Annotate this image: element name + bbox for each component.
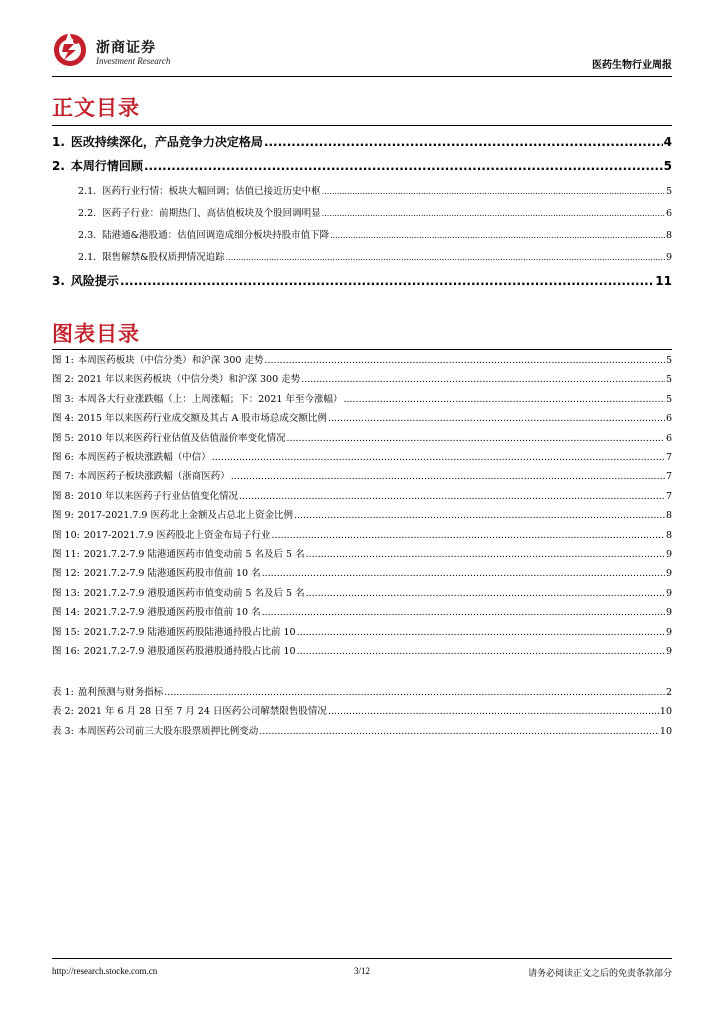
toc-entry-text: 医药行业行情：板块大幅回调；估值已接近历史中枢	[102, 186, 321, 197]
figure-entry-page: 7	[665, 490, 672, 502]
toc-entry[interactable]	[52, 249, 672, 263]
figure-entry-page: 5	[665, 355, 672, 366]
figures-rule	[52, 349, 672, 350]
table-entry[interactable]	[52, 684, 672, 698]
figure-entry[interactable]	[52, 371, 672, 385]
toc-entry-page: 5	[665, 186, 672, 197]
toc-entry-page: 8	[665, 230, 672, 241]
figure-entry-num: 图 6:	[52, 452, 74, 463]
leader-dots	[328, 706, 659, 717]
leader-dots	[322, 186, 665, 197]
figure-entry-page: 8	[665, 529, 672, 541]
figure-entry[interactable]	[52, 527, 672, 541]
toc-entry-num: 2.1.	[78, 186, 97, 197]
toc-entry-page: 4	[663, 135, 672, 149]
figure-entry-num: 图 9:	[52, 510, 74, 522]
figure-entry-num: 图 12:	[52, 568, 80, 580]
figure-entry[interactable]	[52, 468, 672, 482]
table-entry-text: 本周医药公司前三大股东股票质押比例变动	[77, 725, 259, 737]
toc-entry[interactable]	[52, 183, 672, 197]
page-header	[52, 28, 672, 77]
toc-entry-text: 风险提示	[70, 274, 119, 288]
page-footer	[52, 958, 672, 981]
figure-entry-page: 6	[665, 413, 672, 425]
leader-dots	[286, 433, 664, 444]
figure-entry[interactable]	[52, 430, 672, 444]
toc-entry-num: 1.	[52, 135, 65, 149]
table-list	[52, 684, 672, 744]
figure-entry[interactable]	[52, 604, 672, 618]
figure-entry-page: 5	[665, 374, 672, 386]
figure-entry-num: 图 14:	[52, 607, 80, 619]
leader-dots	[306, 549, 665, 560]
figure-entry-page: 9	[665, 568, 672, 580]
figure-entry-num: 图 5:	[52, 432, 74, 444]
figure-entry-num: 图 13:	[52, 587, 80, 599]
figure-entry-text: 本周医药板块（中信分类）和沪深 300 走势	[77, 355, 264, 366]
figure-entry-text: 本周医药子板块涨跌幅（浙商医药）	[77, 471, 230, 483]
figure-entry-num: 图 16:	[52, 646, 80, 657]
figure-entry-page: 9	[665, 607, 672, 619]
toc-entry-text: 本周行情回顾	[70, 159, 143, 173]
figure-entry-text: 2021.7.2-7.9 陆港通医药股陆港通持股占比前 10	[83, 626, 296, 638]
figure-entry-text: 本周医药子板块涨跌幅（中信）	[77, 452, 211, 463]
logo-text-en: Investment Research	[96, 56, 171, 66]
leader-dots	[294, 510, 665, 521]
leader-dots	[226, 252, 665, 263]
figure-entry-num: 图 4:	[52, 413, 74, 425]
table-entry-text: 盈利预测与财务指标	[77, 687, 164, 698]
figure-entry-num: 图 10:	[52, 529, 80, 541]
leader-dots	[259, 726, 659, 737]
leader-dots	[264, 135, 663, 149]
figure-entry-page: 9	[665, 549, 672, 560]
table-entry-page: 10	[659, 706, 672, 718]
figure-entry-page: 9	[665, 626, 672, 638]
toc-entry-num: 2.1.	[78, 252, 97, 263]
figure-entry-text: 2015 年以来医药行业成交额及其占 A 股市场总成交额比例	[77, 413, 327, 425]
leader-dots	[330, 230, 665, 241]
leader-dots	[212, 452, 665, 463]
figure-entry[interactable]	[52, 449, 672, 463]
toc-entry-page: 11	[655, 274, 672, 288]
toc-list	[52, 133, 672, 293]
figure-entry-text: 2021.7.2-7.9 陆港通医药股市值前 10 名	[83, 568, 261, 580]
figure-entry-num: 图 7:	[52, 471, 74, 483]
figure-entry-num: 图 1:	[52, 355, 74, 366]
figure-entry-num: 图 11:	[52, 549, 80, 560]
leader-dots	[343, 394, 664, 405]
toc-title: 正文目录	[52, 96, 140, 120]
figure-entry[interactable]	[52, 585, 672, 599]
leader-dots	[262, 607, 665, 618]
toc-entry[interactable]	[52, 227, 672, 241]
figure-entry-num: 图 15:	[52, 626, 80, 638]
leader-dots	[306, 588, 665, 599]
figure-entry-page: 7	[665, 471, 672, 483]
toc-entry[interactable]	[52, 205, 672, 219]
leader-dots	[297, 646, 665, 657]
toc-entry-text: 医改持续深化，产品竞争力决定格局	[70, 135, 263, 149]
figure-entry-text: 2021.7.2-7.9 港股通医药市值变动前 5 名及后 5 名	[83, 587, 305, 599]
figure-entry[interactable]	[52, 565, 672, 579]
table-entry-page: 10	[659, 725, 672, 737]
leader-dots	[328, 413, 665, 424]
leader-dots	[144, 159, 663, 173]
figure-entry[interactable]	[52, 507, 672, 521]
figure-entry[interactable]	[52, 546, 672, 560]
figure-entry-text: 2021.7.2-7.9 港股通医药股港股通持股占比前 10	[83, 646, 296, 657]
page-number: 3/12	[353, 966, 370, 976]
figure-entry-page: 9	[665, 587, 672, 599]
figure-entry-text: 2010 年以来医药子行业估值变化情况	[77, 490, 238, 502]
leader-dots	[164, 687, 665, 698]
logo-icon	[52, 32, 88, 68]
leader-dots	[262, 568, 665, 579]
figure-entry-text: 2021 年以来医药板块（中信分类）和沪深 300 走势	[77, 374, 301, 386]
leader-dots	[301, 374, 665, 385]
figure-entry-text: 2021.7.2-7.9 港股通医药股市值前 10 名	[83, 607, 261, 619]
figure-entry[interactable]	[52, 643, 672, 657]
footer-disclaimer: 请务必阅读正文之后的免责条款部分	[527, 969, 672, 979]
table-entry-text: 2021 年 6 月 28 日至 7 月 24 日医药公司解禁限售股情况	[77, 706, 327, 718]
toc-entry-page: 5	[663, 159, 672, 173]
leader-dots	[239, 491, 665, 502]
toc-entry-num: 2.2.	[78, 208, 97, 219]
figure-entry-text: 2017-2021.7.9 医药北上金额及占总北上资金比例	[77, 510, 293, 522]
figure-entry-page: 9	[665, 646, 672, 657]
toc-entry-num: 3.	[52, 274, 65, 288]
figure-entry-page: 7	[665, 452, 672, 463]
figure-entry-page: 6	[665, 432, 672, 444]
leader-dots	[231, 471, 665, 482]
figure-entry-num: 图 2:	[52, 374, 74, 386]
leader-dots	[322, 208, 665, 219]
figure-entry[interactable]	[52, 391, 672, 405]
figures-title: 图表目录	[52, 322, 140, 346]
table-entry[interactable]	[52, 703, 672, 717]
toc-entry-num: 2.	[52, 159, 65, 173]
table-entry-num: 表 3:	[52, 725, 74, 737]
leader-dots	[272, 530, 665, 541]
figure-entry-page: 8	[665, 510, 672, 522]
leader-dots	[264, 355, 665, 366]
figure-entry-page: 5	[665, 393, 672, 405]
figure-entry[interactable]	[52, 624, 672, 638]
report-type: 医药生物行业周报	[592, 60, 672, 71]
company-logo	[52, 32, 182, 72]
figure-entry[interactable]	[52, 352, 672, 366]
toc-entry-page: 9	[665, 252, 672, 263]
figure-entry-text: 2017-2021.7.9 医药股北上资金布局子行业	[83, 529, 271, 541]
toc-entry[interactable]	[52, 272, 672, 289]
figure-entry[interactable]	[52, 488, 672, 502]
figure-entry-num: 图 3:	[52, 393, 74, 405]
table-entry-page: 2	[665, 687, 672, 698]
toc-entry-text: 陆港通&港股通：估值回调造成细分板块持股市值下降	[102, 230, 330, 241]
figure-entry-text: 本周各大行业涨跌幅（上：上周涨幅；下：2021 年至今涨幅）	[77, 393, 343, 405]
toc-rule	[52, 125, 672, 126]
footer-url[interactable]: http://research.stocke.com.cn	[52, 966, 158, 976]
figure-entry-text: 2010 年以来医药行业估值及估值溢价率变化情况	[77, 432, 286, 444]
toc-entry-page: 6	[665, 208, 672, 219]
figure-entry-text: 2021.7.2-7.9 陆港通医药市值变动前 5 名及后 5 名	[83, 549, 305, 560]
figure-entry-num: 图 8:	[52, 490, 74, 502]
toc-entry[interactable]	[52, 133, 672, 150]
toc-entry-text: 医药子行业：前期热门、高估值板块及个股回调明显	[102, 208, 321, 219]
leader-dots	[297, 627, 665, 638]
figure-entry[interactable]	[52, 410, 672, 424]
table-entry-num: 表 2:	[52, 706, 74, 718]
logo-text-cn: 浙商证券	[96, 40, 156, 56]
table-entry-num: 表 1:	[52, 687, 74, 698]
toc-entry-text: 限售解禁&股权质押情况追踪	[102, 252, 225, 263]
leader-dots	[120, 274, 654, 288]
toc-entry-num: 2.3.	[78, 230, 97, 241]
table-entry[interactable]	[52, 723, 672, 737]
toc-entry[interactable]	[52, 157, 672, 174]
figure-list	[52, 352, 672, 672]
